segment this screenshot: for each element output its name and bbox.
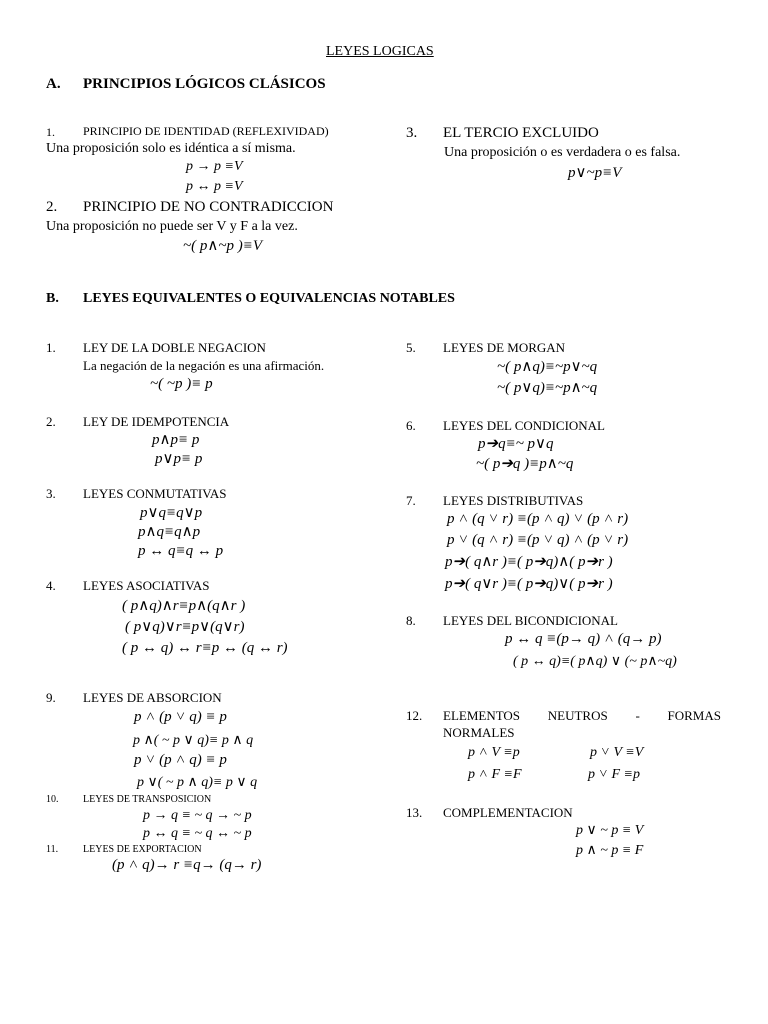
b9-number: 9. — [46, 690, 56, 705]
a2-number: 2. — [46, 199, 58, 215]
b6-title: LEYES DEL CONDICIONAL — [443, 418, 605, 433]
b7-formula-2: p ˅ (q ˄ r) ≡(p ˅ q) ˄ (p ˅ r) — [447, 532, 629, 548]
b12-number: 12. — [406, 708, 423, 723]
a3-number: 3. — [406, 125, 418, 141]
b3-number: 3. — [46, 486, 56, 501]
b12-title-word: - — [635, 708, 640, 723]
b3-formula-2: p∧q≡q∧p — [138, 524, 201, 540]
b11-formula-1: (p ˄ q)→ r ≡q→ (q→ r) — [112, 857, 262, 873]
b4-title: LEYES ASOCIATIVAS — [83, 578, 210, 593]
b9-formula-2: p ∧( ~ p ∨ q)≡ p ∧ q — [133, 733, 254, 748]
b6-formula-1: p➔q≡~ p∨q — [478, 436, 554, 452]
b5-formula-2: ~( p∨q)≡~p∧~q — [497, 380, 598, 396]
b4-formula-2: ( p∨q)∨r≡p∨(q∨r) — [125, 619, 245, 635]
b1-title: LEY DE LA DOBLE NEGACION — [83, 340, 266, 355]
b1-number: 1. — [46, 340, 56, 355]
b12-title-word: FORMAS — [667, 708, 721, 723]
b12-title-line-2: NORMALES — [443, 725, 515, 740]
b10-number: 10. — [46, 794, 59, 805]
b12-formula-4: p ˅ F ≡p — [588, 767, 640, 782]
b13-title: COMPLEMENTACION — [443, 805, 573, 820]
a3-title: EL TERCIO EXCLUIDO — [443, 125, 599, 141]
b8-title: LEYES DEL BICONDICIONAL — [443, 613, 618, 628]
b10-formula-2: p ↔ q ≡ ~ q ↔ ~ p — [143, 826, 252, 841]
a2-description: Una proposición no puede ser V y F a la vez. — [46, 219, 298, 234]
a1-number: 1. — [46, 125, 55, 139]
page-title: LEYES LOGICAS — [326, 44, 434, 59]
b1-description: La negación de la negación es una afirmación. — [83, 358, 325, 373]
b12-title-line-1 — [443, 709, 721, 724]
b9-formula-3: p ˅ (p ˄ q) ≡ p — [134, 752, 227, 768]
a1-description: Una proposición solo es idéntica a sí misma. — [46, 141, 296, 156]
b2-number: 2. — [46, 414, 56, 429]
b2-formula-2: p∨p≡ p — [155, 451, 203, 467]
a1-title: PRINCIPIO DE IDENTIDAD (REFLEXIVIDAD) — [83, 124, 329, 138]
b3-formula-3: p ↔ q≡q ↔ p — [138, 543, 224, 559]
b9-formula-4: p ∨( ~ p ∧ q)≡ p ∨ q — [137, 775, 258, 790]
section-b-title: LEYES EQUIVALENTES O EQUIVALENCIAS NOTABLES — [83, 291, 455, 306]
a1-formula-1: p → p ≡V — [186, 159, 243, 174]
b12-title-word: NEUTROS — [547, 708, 608, 723]
section-b-letter: B. — [46, 291, 59, 306]
b9-formula-1: p ˄ (p ˅ q) ≡ p — [134, 709, 227, 725]
a2-formula-1: ~( p∧~p )≡V — [183, 238, 262, 254]
b7-title: LEYES DISTRIBUTIVAS — [443, 493, 584, 508]
b9-title: LEYES DE ABSORCION — [83, 690, 222, 705]
a1-formula-2: p ↔ p ≡V — [186, 179, 243, 194]
b8-number: 8. — [406, 613, 416, 628]
b6-number: 6. — [406, 418, 416, 433]
b2-title: LEY DE IDEMPOTENCIA — [83, 414, 230, 429]
b4-number: 4. — [46, 578, 56, 593]
a3-description: Una proposición o es verdadera o es falsa. — [444, 145, 681, 160]
section-a-title: PRINCIPIOS LÓGICOS CLÁSICOS — [83, 76, 326, 92]
b7-formula-3: p➔( q∧r )≡( p➔q)∧( p➔r ) — [445, 554, 613, 570]
b7-formula-1: p ˄ (q ˅ r) ≡(p ˄ q) ˅ (p ˄ r) — [447, 511, 629, 527]
b12-formula-1: p ˄ V ≡p — [468, 745, 520, 760]
b5-number: 5. — [406, 340, 416, 355]
b2-formula-1: p∧p≡ p — [152, 432, 200, 448]
b12-formula-2: p ˅ V ≡V — [590, 745, 644, 760]
b13-number: 13. — [406, 805, 423, 820]
b8-formula-2: ( p ↔ q)≡( p∧q) ∨ (~ p∧~q) — [513, 654, 677, 669]
b6-formula-2: ~( p➔q )≡p∧~q — [476, 456, 574, 472]
b13-formula-1: p ∨ ~ p ≡ V — [576, 823, 644, 838]
b4-formula-1: ( p∧q)∧r≡p∧(q∧r ) — [122, 598, 246, 614]
b13-formula-2: p ∧ ~ p ≡ F — [576, 843, 644, 858]
b5-title: LEYES DE MORGAN — [443, 340, 566, 355]
b11-number: 11. — [46, 844, 59, 855]
a2-title: PRINCIPIO DE NO CONTRADICCION — [83, 199, 334, 215]
a3-formula-1: p∨~p≡V — [568, 165, 622, 181]
b4-formula-3: ( p ↔ q) ↔ r≡p ↔ (q ↔ r) — [122, 640, 288, 656]
b12-title-word: ELEMENTOS — [443, 708, 521, 723]
b10-title: LEYES DE TRANSPOSICION — [83, 794, 212, 805]
b7-number: 7. — [406, 493, 416, 508]
b3-formula-1: p∨q≡q∨p — [140, 505, 203, 521]
b8-formula-1: p ↔ q ≡(p→ q) ˄ (q→ p) — [505, 631, 662, 647]
b10-formula-1: p → q ≡ ~ q → ~ p — [143, 808, 252, 823]
b1-formula-1: ~( ~p )≡ p — [150, 376, 213, 392]
b5-formula-1: ~( p∧q)≡~p∨~q — [497, 359, 598, 375]
b7-formula-4: p➔( q∨r )≡( p➔q)∨( p➔r ) — [445, 576, 613, 592]
section-a-letter: A. — [46, 76, 61, 92]
b11-title: LEYES DE EXPORTACION — [83, 844, 202, 855]
b3-title: LEYES CONMUTATIVAS — [83, 486, 227, 501]
b12-formula-3: p ˄ F ≡F — [468, 767, 522, 782]
